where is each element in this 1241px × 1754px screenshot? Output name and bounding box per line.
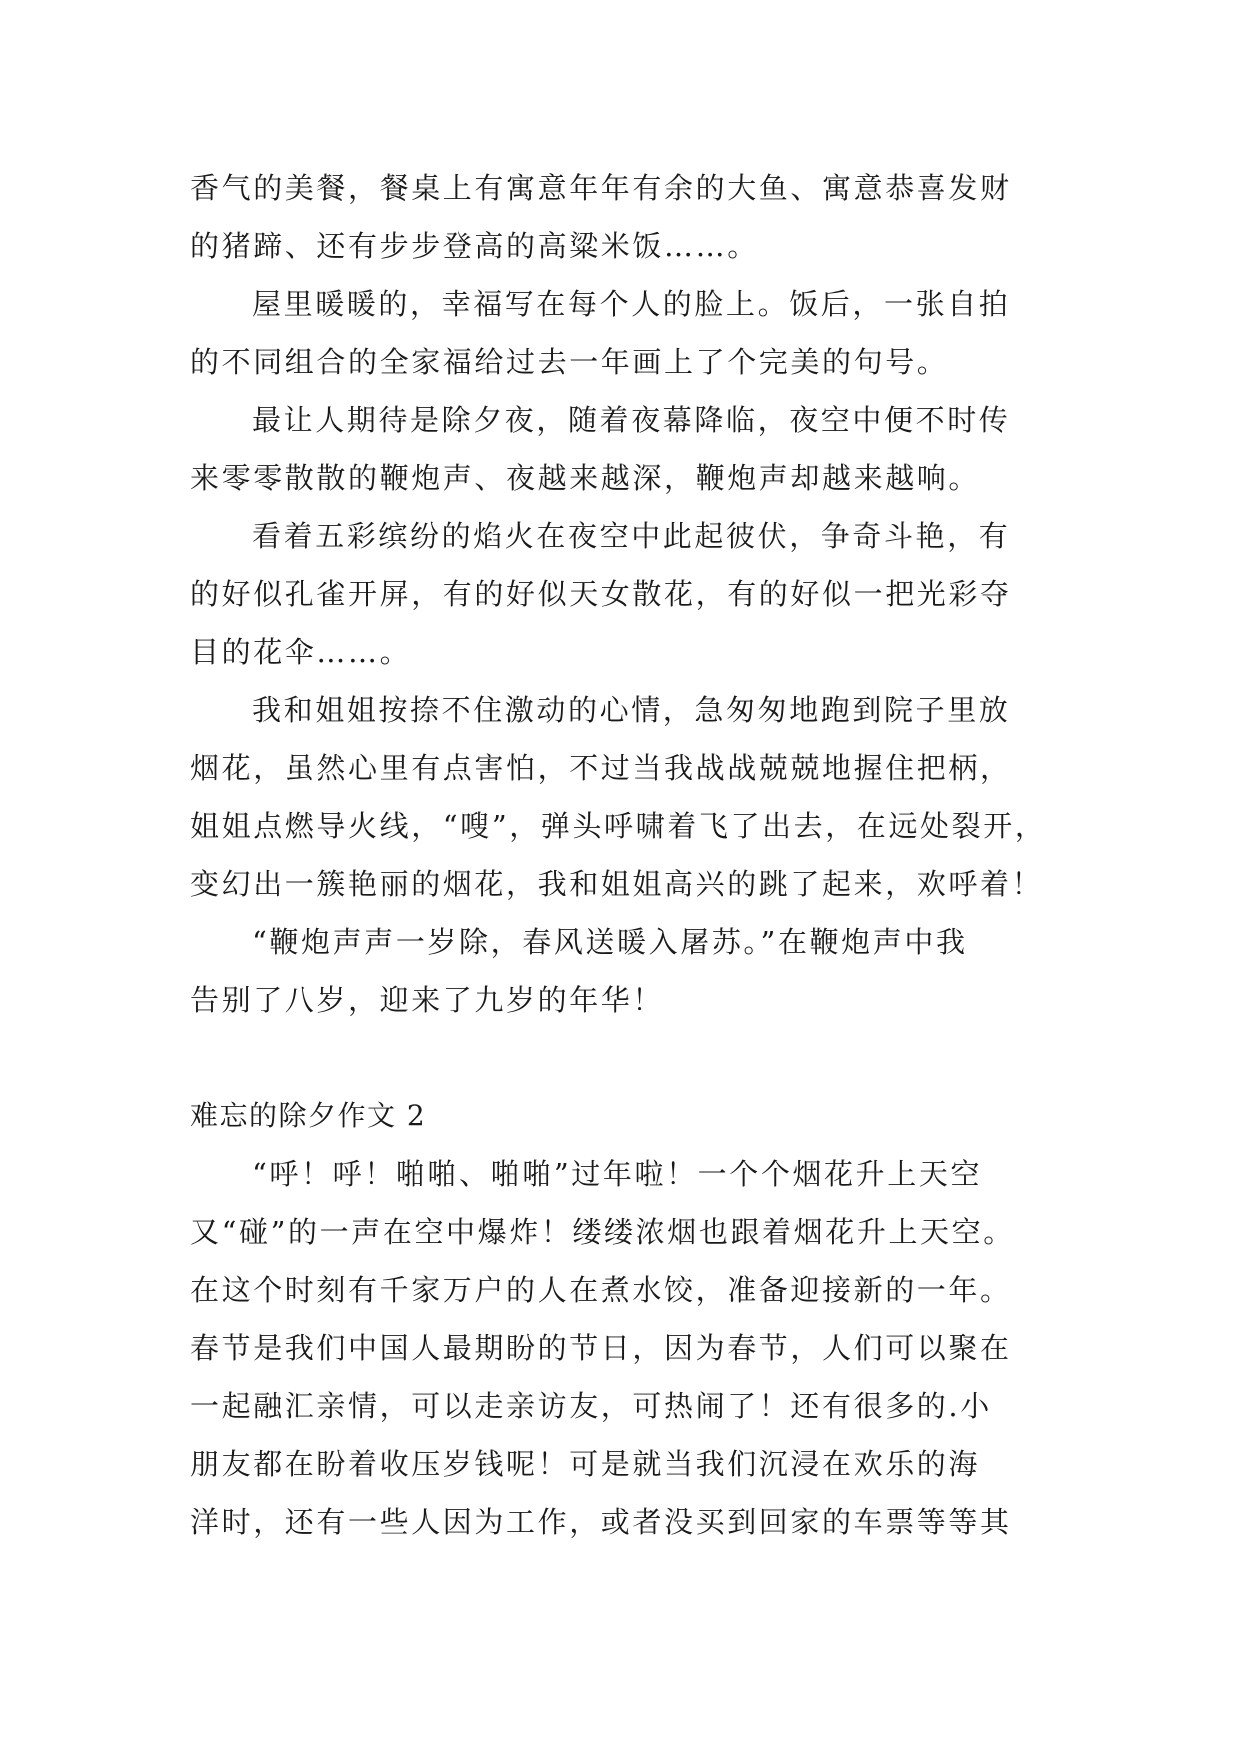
paragraph-start-line: 屋里暖暖的，幸福写在每个人的脸上。饭后，一张自拍 <box>252 287 1011 321</box>
body-line: 的好似孔雀开屏，有的好似天女散花，有的好似一把光彩夺 <box>190 577 1012 611</box>
body-line: 香气的美餐，餐桌上有寓意年年有余的大鱼、寓意恭喜发财 <box>190 171 1012 205</box>
paragraph-start-line: 看着五彩缤纷的焰火在夜空中此起彼伏，争奇斗艳，有 <box>252 519 1011 553</box>
body-line: 在这个时刻有千家万户的人在煮水饺，准备迎接新的一年。 <box>190 1273 1012 1307</box>
body-line: 姐姐点燃导火线，“嗖”，弹头呼啸着飞了出去，在远处裂开， <box>190 809 1047 843</box>
body-line: 的猪蹄、还有步步登高的高粱米饭……。 <box>190 229 759 263</box>
body-line: 目的花伞……。 <box>190 635 412 669</box>
body-line: 春节是我们中国人最期盼的节日，因为春节，人们可以聚在 <box>190 1331 1012 1365</box>
body-line: 来零零散散的鞭炮声、夜越来越深，鞭炮声却越来越响。 <box>190 461 981 495</box>
paragraph-start-line: 我和姐姐按捺不住激动的心情，急匆匆地跑到院子里放 <box>252 693 1011 727</box>
body-line: 朋友都在盼着收压岁钱呢！可是就当我们沉浸在欢乐的海 <box>190 1447 981 1481</box>
body-line: 一起融汇亲情，可以走亲访友，可热闹了！还有很多的.小 <box>190 1389 992 1423</box>
body-line: 洋时，还有一些人因为工作，或者没买到回家的车票等等其 <box>190 1505 1012 1539</box>
body-line: 的不同组合的全家福给过去一年画上了个完美的句号。 <box>190 345 949 379</box>
paragraph-start-line: “鞭炮声声一岁除，春风送暖入屠苏。”在鞭炮声中我 <box>252 925 968 959</box>
paragraph-start-line: “呼！呼！啪啪、啪啪”过年啦！一个个烟花升上天空 <box>252 1157 983 1191</box>
body-line: 告别了八岁，迎来了九岁的年华！ <box>190 983 665 1017</box>
body-line: 又“碰”的一声在空中爆炸！缕缕浓烟也跟着烟花升上天空。 <box>190 1215 1015 1249</box>
body-line: 变幻出一簇艳丽的烟花，我和姐姐高兴的跳了起来，欢呼着！ <box>190 867 1044 901</box>
paragraph-start-line: 最让人期待是除夕夜，随着夜幕降临，夜空中便不时传 <box>252 403 1011 437</box>
body-line: 烟花，虽然心里有点害怕，不过当我战战兢兢地握住把柄， <box>190 751 1012 785</box>
section-title: 难忘的除夕作文 2 <box>190 1099 427 1132</box>
